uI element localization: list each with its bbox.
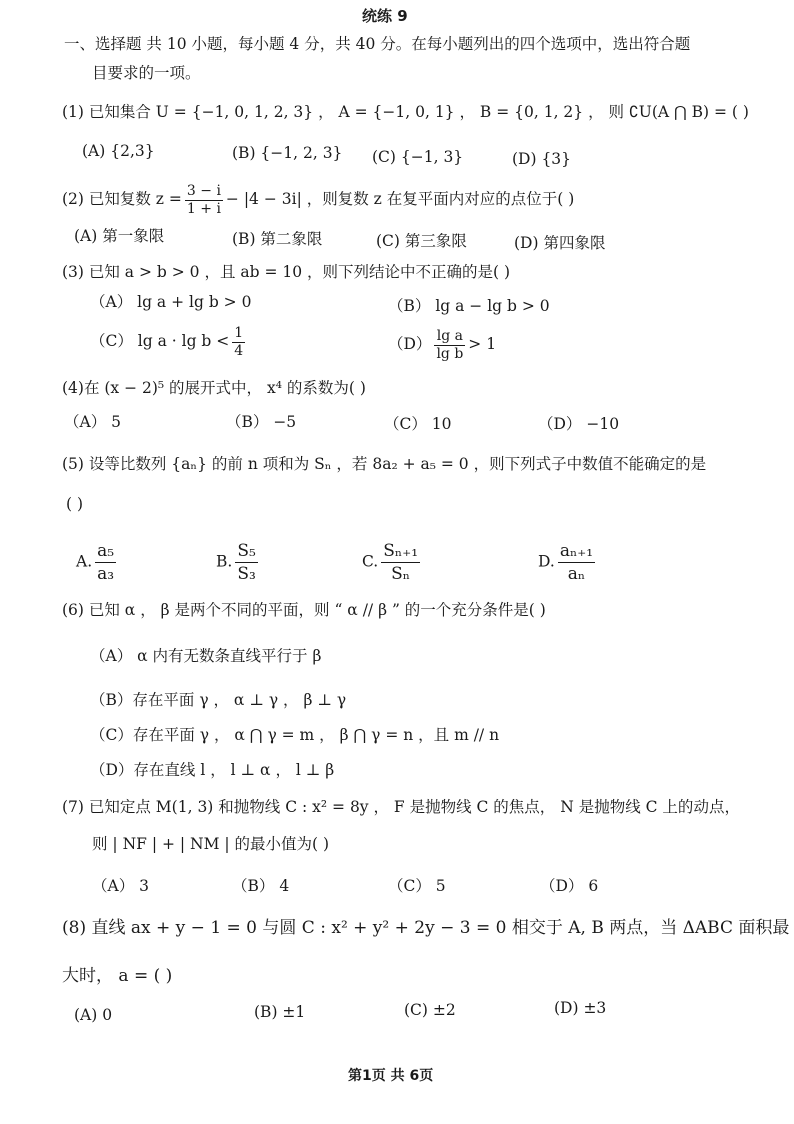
question-3-stem: (3) 已知 a > b > 0 ，且 ab = 10 ，则下列结论中不正确的是( ) [62, 263, 511, 281]
question-5-option-a [76, 540, 119, 585]
question-5-option-d-label: D. [538, 552, 555, 571]
question-6-option-b: （B）存在平面 γ ， α ⊥ γ ， β ⊥ γ [90, 691, 347, 709]
question-3-option-b: （B） lg a − lg b > 0 [388, 297, 550, 315]
question-5-option-b-fraction [235, 540, 257, 585]
question-5-d-den: aₙ [567, 564, 586, 584]
question-8-option-b: (B) ±1 [254, 1003, 306, 1021]
question-8-option-a: (A) 0 [74, 1006, 113, 1024]
question-5-option-a-label: A. [76, 552, 93, 571]
question-5-stem-cont: ( ) [66, 495, 84, 513]
question-2-fraction [185, 183, 223, 218]
question-6-stem: (6) 已知 α ， β 是两个不同的平面，则 “ α // β ” 的一个充分条件是( ) [62, 601, 546, 619]
question-8-option-c: (C) ±2 [404, 1001, 456, 1019]
question-5-b-num: S₅ [237, 541, 256, 561]
question-3-option-d-fraction [434, 328, 465, 363]
question-3-option-c [90, 322, 248, 360]
section-instructions: 一、选择题 共 10 小题，每小题 4 分，共 40 分。在每小题列出的四个选项中，选出符合题 [64, 35, 691, 53]
question-5-option-b-label: B. [216, 552, 233, 571]
question-5-option-c-fraction [381, 540, 420, 585]
question-3-option-d-text: （D） [388, 335, 432, 353]
question-7-stem: (7) 已知定点 M(1, 3) 和抛物线 C : x² = 8y ， F 是抛物线 C 的焦点， N 是抛物线 C 上的动点， [62, 798, 740, 816]
question-1-option-c: (C) {−1, 3} [372, 148, 464, 166]
question-6-option-a: （A） α 内有无数条直线平行于 β [90, 647, 322, 665]
question-2-option-d: (D) 第四象限 [514, 234, 606, 252]
question-2-option-b: (B) 第二象限 [232, 230, 323, 248]
question-1-stem: (1) 已知集合 U = {−1, 0, 1, 2, 3} ， A = {−1, 0, 1} ， B = {0, 1, 2} ， 则 ∁U(A ⋂ B) = ( ) [62, 103, 749, 121]
question-8-stem-cont: 大时， a = ( ) [62, 966, 173, 986]
question-3-c-den: 4 [234, 342, 244, 359]
question-3-option-d-post: > 1 [468, 335, 497, 353]
question-5-option-b [216, 540, 261, 585]
question-5-c-den: Sₙ [391, 564, 411, 584]
page-title: 统练 9 [362, 7, 408, 25]
question-2-frac-num: 3 − i [186, 182, 221, 199]
question-7-option-b: （B） 4 [232, 877, 290, 895]
question-1-option-d: (D) {3} [512, 150, 572, 168]
question-3-option-a: （A） lg a + lg b > 0 [90, 293, 252, 311]
question-5-option-c-label: C. [362, 552, 379, 571]
question-3-option-d [388, 325, 496, 363]
question-4-stem: (4)在 (x − 2)⁵ 的展开式中， x⁴ 的系数为( ) [62, 379, 366, 397]
question-2-frac-den: 1 + i [186, 200, 221, 217]
question-5-option-a-fraction [95, 540, 116, 585]
question-5-stem: (5) 设等比数列 {aₙ} 的前 n 项和为 Sₙ ，若 8a₂ + a₅ = 0 ，则下列式子中数值不能确定的是 [62, 455, 707, 473]
question-3-d-den: lg b [436, 345, 464, 362]
question-1-option-a: (A) {2,3} [82, 142, 155, 160]
question-5-b-den: S₃ [237, 564, 256, 584]
question-7-option-a: （A） 3 [92, 877, 149, 895]
question-5-option-d [538, 540, 598, 585]
question-4-option-c: （C） 10 [384, 415, 452, 433]
question-4-option-d: （D） −10 [538, 415, 620, 433]
question-2-stem-pre: (2) 已知复数 z = [62, 190, 182, 208]
question-3-c-num: 1 [234, 324, 244, 341]
question-8-option-d: (D) ±3 [554, 999, 607, 1017]
question-3-option-c-fraction [232, 325, 245, 360]
question-5-option-d-fraction [558, 540, 595, 585]
question-5-option-c [362, 540, 423, 585]
question-1-option-b: (B) {−1, 2, 3} [232, 144, 343, 162]
question-7-option-d: （D） 6 [540, 877, 599, 895]
section-instructions-cont: 目要求的一项。 [92, 64, 201, 82]
question-2-option-c: (C) 第三象限 [376, 232, 467, 250]
question-3-option-c-text: （C） lg a · lg b < [90, 332, 230, 350]
question-6-option-c: （C）存在平面 γ ， α ⋂ γ = m ， β ⋂ γ = n ，且 m // n [90, 726, 500, 744]
page-footer: 第1页 共 6页 [348, 1068, 434, 1084]
question-8-stem: (8) 直线 ax + y − 1 = 0 与圆 C : x² + y² + 2y − 3 = 0 相交于 A, B 两点，当 ΔABC 面积最 [62, 918, 790, 938]
question-7-option-c: （C） 5 [388, 877, 446, 895]
question-3-d-num: lg a [434, 328, 465, 346]
question-6-option-d: （D）存在直线 l ， l ⊥ α ， l ⊥ β [90, 761, 335, 779]
question-5-c-num: Sₙ₊₁ [383, 541, 419, 561]
question-5-a-den: a₃ [97, 564, 115, 584]
question-5-a-num: a₅ [97, 541, 115, 561]
question-7-stem-cont: 则 | NF | + | NM | 的最小值为( ) [92, 835, 330, 853]
question-5-d-num: aₙ₊₁ [559, 541, 594, 561]
question-4-option-b: （B） −5 [226, 413, 297, 431]
question-2-option-a: (A) 第一象限 [74, 227, 165, 245]
question-4-option-a: （A） 5 [64, 413, 121, 431]
question-2-stem [62, 180, 574, 218]
question-2-stem-post: − |4 − 3i| ，则复数 z 在复平面内对应的点位于( ) [225, 190, 575, 208]
